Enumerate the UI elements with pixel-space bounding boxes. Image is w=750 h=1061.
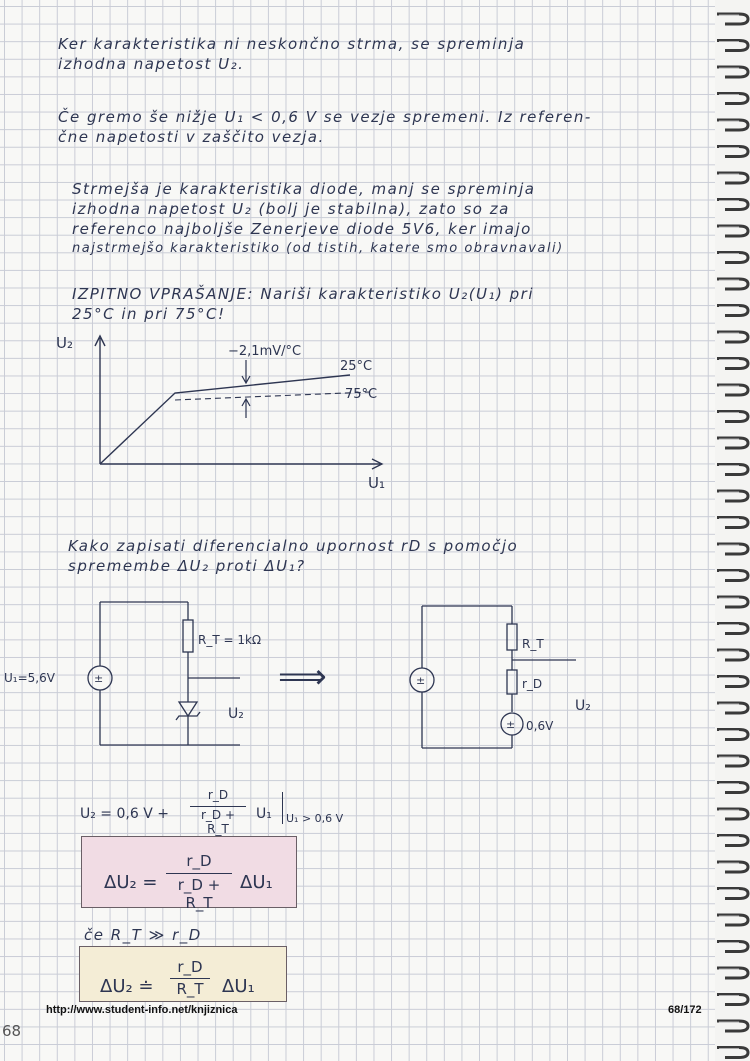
spiral-ring bbox=[717, 359, 748, 369]
spiral-ring bbox=[717, 544, 748, 554]
source-06v-label: 0,6V bbox=[526, 719, 554, 733]
spiral-ring bbox=[717, 650, 748, 660]
formula-3-lhs: ΔU₂ ≐ bbox=[100, 976, 154, 997]
spiral-ring bbox=[717, 942, 748, 952]
formula-2-numerator: r_D bbox=[186, 852, 212, 870]
zener-diode-symbol bbox=[179, 702, 197, 716]
formula-3-rhs: ΔU₁ bbox=[222, 976, 255, 997]
spiral-ring bbox=[717, 862, 748, 872]
formula-1-condition-bar bbox=[282, 792, 283, 824]
label-75c: 75°C bbox=[345, 387, 378, 402]
question-2-line-1: Kako zapisati diferencialno upornost rD s pomočjo bbox=[68, 537, 519, 555]
formula-1-denominator: r_D + R_T bbox=[200, 808, 236, 836]
spiral-ring bbox=[717, 200, 748, 210]
spiral-ring bbox=[717, 332, 748, 342]
circuit-diagrams bbox=[0, 590, 620, 760]
paragraph-3-line-3: referenco najboljše Zenerjeve diode 5V6, ker imajo bbox=[72, 220, 532, 238]
resistor-rt2-symbol bbox=[507, 624, 517, 650]
spiral-ring bbox=[717, 1021, 748, 1031]
paragraph-2-line-2: čne napetosti v zaščito vezja. bbox=[58, 128, 325, 146]
formula-1-rhs: U₁ bbox=[256, 806, 272, 822]
formula-1-lhs: U₂ = 0,6 V + bbox=[80, 806, 169, 822]
formula-2-rhs: ΔU₁ bbox=[240, 872, 273, 893]
paragraph-2-line-1: Če gremo še nižje U₁ < 0,6 V se vezje spremeni. Iz referen- bbox=[58, 108, 592, 126]
spiral-ring bbox=[717, 703, 748, 713]
formula-2-fraction-bar bbox=[166, 873, 232, 874]
spiral-ring bbox=[717, 730, 748, 740]
resistor-label: R_T = 1kΩ bbox=[198, 633, 262, 647]
spiral-ring bbox=[717, 915, 748, 925]
formula-3-denominator: R_T bbox=[176, 980, 204, 998]
spiral-ring bbox=[717, 597, 748, 607]
spiral-ring bbox=[717, 173, 748, 183]
y-axis-label: U₂ bbox=[56, 334, 73, 352]
spiral-ring bbox=[717, 571, 748, 581]
svg-text:±: ± bbox=[506, 718, 516, 731]
spiral-ring bbox=[717, 226, 748, 236]
spiral-ring bbox=[717, 306, 748, 316]
svg-text:±: ± bbox=[416, 674, 426, 687]
formula-1-fraction-bar bbox=[190, 806, 246, 807]
formula-1-numerator: r_D bbox=[207, 788, 229, 802]
characteristic-graph bbox=[50, 330, 410, 500]
formula-2-denominator: r_D + R_T bbox=[177, 876, 221, 912]
temperature-coefficient-label: −2,1mV/°C bbox=[228, 344, 302, 359]
right-circuit bbox=[410, 606, 591, 748]
paragraph-1-line-2: izhodna napetost U₂. bbox=[58, 55, 245, 73]
spiral-ring bbox=[717, 491, 748, 501]
left-circuit bbox=[4, 602, 261, 745]
label-25c: 25°C bbox=[340, 359, 373, 374]
formula-1-condition: U₁ > 0,6 V bbox=[286, 812, 344, 825]
curve-75c bbox=[175, 392, 370, 400]
voltage-source-1-plus: ± bbox=[94, 672, 104, 685]
spiral-ring bbox=[717, 624, 748, 634]
spiral-ring bbox=[717, 756, 748, 766]
spiral-ring bbox=[717, 783, 748, 793]
paragraph-3-line-2: izhodna napetost U₂ (bolj je stabilna), zato so za bbox=[72, 200, 510, 218]
curve-25c bbox=[100, 375, 350, 464]
x-axis-label: U₁ bbox=[368, 474, 385, 492]
resistor-rt-symbol bbox=[183, 620, 193, 652]
spiral-ring bbox=[717, 465, 748, 475]
margin-page-number: 68 bbox=[2, 1022, 22, 1040]
spiral-ring bbox=[717, 41, 748, 51]
spiral-ring bbox=[717, 14, 748, 24]
spiral-ring bbox=[717, 518, 748, 528]
spiral-ring bbox=[717, 889, 748, 899]
implies-arrow: ⟹ bbox=[278, 657, 327, 697]
spiral-ring bbox=[717, 94, 748, 104]
spiral-binding bbox=[715, 0, 750, 1061]
spiral-ring bbox=[717, 836, 748, 846]
exam-question-line-2: 25°C in pri 75°C! bbox=[72, 305, 226, 323]
spiral-ring bbox=[717, 147, 748, 157]
spiral-ring bbox=[717, 67, 748, 77]
paragraph-1-line-1: Ker karakteristika ni neskončno strma, se spreminja bbox=[58, 35, 526, 53]
resistor-rt2-label: R_T bbox=[522, 637, 544, 651]
formula-3-fraction-bar bbox=[170, 978, 210, 979]
exam-question-line-1: IZPITNO VPRAŠANJE: Nariši karakteristiko U₂(U₁) pri bbox=[72, 285, 535, 303]
question-2-line-2: spremembe ΔU₂ proti ΔU₁? bbox=[68, 557, 306, 575]
footer-url[interactable]: http://www.student-info.net/knjiznica bbox=[46, 1004, 238, 1016]
spiral-ring bbox=[717, 1048, 748, 1058]
spiral-ring bbox=[717, 677, 748, 687]
paragraph-3-line-1: Strmejša je karakteristika diode, manj se spreminja bbox=[72, 180, 536, 198]
formula-2-lhs: ΔU₂ = bbox=[104, 872, 158, 893]
paragraph-3-line-4: najstrmejšo karakteristiko (od tistih, katere smo obravnavali) bbox=[72, 241, 564, 256]
condition-text: če R_T ≫ r_D bbox=[84, 926, 202, 944]
formula-3-numerator: r_D bbox=[177, 958, 203, 976]
output-voltage-label: U₂ bbox=[228, 706, 244, 722]
footer-page-number: 68/172 bbox=[668, 1004, 702, 1016]
spiral-ring bbox=[717, 809, 748, 819]
resistor-rd-symbol bbox=[507, 670, 517, 694]
source-label: U₁=5,6V bbox=[4, 671, 55, 685]
spiral-ring bbox=[717, 438, 748, 448]
spiral-ring bbox=[717, 120, 748, 130]
spiral-ring bbox=[717, 253, 748, 263]
output-voltage-label-2: U₂ bbox=[575, 698, 591, 714]
spiral-ring bbox=[717, 412, 748, 422]
spiral-ring bbox=[717, 279, 748, 289]
spiral-ring bbox=[717, 995, 748, 1005]
spiral-ring bbox=[717, 968, 748, 978]
resistor-rd-label: r_D bbox=[522, 677, 543, 691]
spiral-ring bbox=[717, 385, 748, 395]
